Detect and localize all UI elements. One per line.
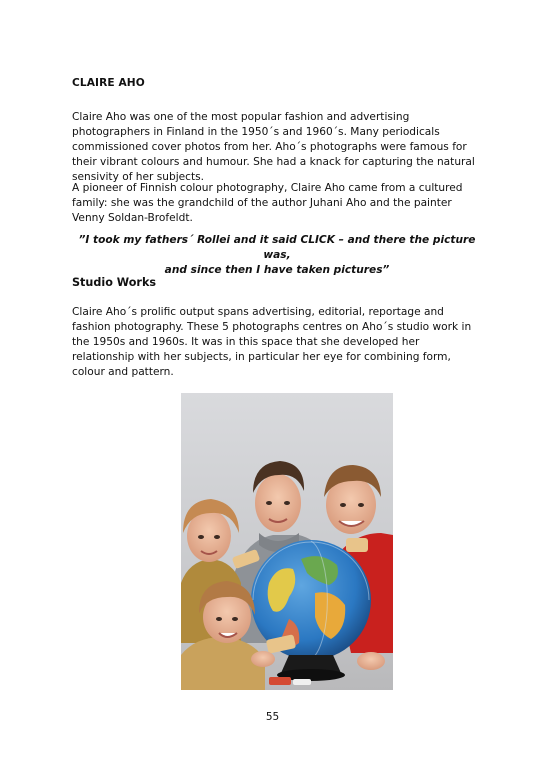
section-subheading: Studio Works — [72, 276, 157, 289]
quote-line-1: ”I took my fathers´ Rollei and it said CLICK – and there the picture was, — [78, 234, 476, 261]
children-with-globe-photo — [181, 393, 393, 690]
studio-works-paragraph: Claire Aho´s prolific output spans advertising, editorial, reportage and fashion photography. These 5 photographs centres on Aho´s studio work in the 1950s and 1960s. It was in this space that she developed her relationship with her subjects, in particular her eye for combining form, colour and pattern. — [72, 306, 472, 378]
page-number: 55 — [265, 711, 280, 723]
page-heading: CLAIRE AHO — [72, 77, 145, 89]
intro-paragraph: Claire Aho was one of the most popular fashion and advertising photographers in Finland in the 1950´s and 1960´s. Many periodicals commissioned cover photos from her. Aho´s photographs were famous for their vibrant colours and humour. She had a knack for capturing the natural sensivity of her subjects. — [72, 111, 475, 183]
quote-line-2: and since then I have taken pictures” — [164, 264, 390, 276]
family-paragraph: A pioneer of Finnish colour photography, Claire Aho came from a cultured family: she was the grandchild of the author Juhani Aho and the painter Venny Soldan-Brofeldt. — [72, 182, 463, 224]
pull-quote — [72, 233, 482, 278]
